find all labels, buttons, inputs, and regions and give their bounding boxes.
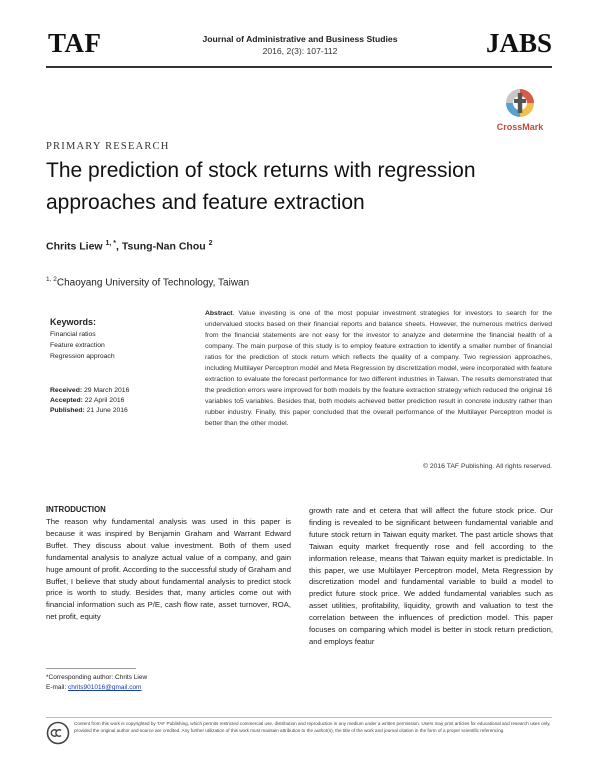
author-list: [46, 240, 213, 253]
affiliation-mark: 1, 2: [46, 276, 57, 283]
body-text-left-column: The reason why fundamental analysis was used in this paper is because it was inspired by Benjamin Graham and Warrant Edward Buffet. They discuss about value investment. Both of them used fundamental analysis to analyze actual value of a company, and gain huge amount of profit. According to the successful study of Graham and Buffet, I believe that study about fundamental analysis to predict stock price is worth to study. Besides that, many articles come out with financial information such as P/E, cash flow rate, asset turnover, ROA, net profit, equity: [46, 517, 291, 622]
keyword-item: Regression approach: [50, 353, 115, 360]
accepted-label: Accepted:: [50, 397, 83, 404]
publisher-logo: TAF: [48, 28, 102, 58]
section-heading: INTRODUCTION: [46, 505, 106, 514]
published-label: Published:: [50, 407, 85, 414]
corresponding-email: [46, 684, 141, 691]
received-date: [50, 387, 129, 394]
received-value: 29 March 2016: [84, 387, 130, 394]
section-label: PRIMARY RESEARCH: [46, 141, 170, 152]
journal-title: Journal of Administrative and Business Studies: [202, 34, 398, 44]
keywords-label: Keywords:: [50, 317, 97, 327]
author-separator: ,: [116, 240, 122, 253]
abstract: [205, 308, 552, 430]
footer-divider: [46, 717, 552, 718]
abstract-label: Abstract: [205, 310, 233, 317]
accepted-value: 22 April 2016: [84, 397, 125, 404]
license-text: Content from this work is copyrighted by TAF Publishing, which permits restricted commercial use, distribution and reproduction in any medium under a written permission. Users may print articles for educational and research uses only, provided the original author and source are credited. Any further utilization of this work must maintain attribution to the author(s), the title of the work and journal citation in the form of a proper scientific referencing.: [74, 721, 551, 733]
affiliation: [46, 276, 249, 288]
published-date: [50, 407, 128, 414]
affiliation-text: Chaoyang University of Technology, Taiwan: [56, 277, 250, 289]
accepted-date: [50, 397, 124, 404]
journal-issue: 2016, 2(3): 107-112: [262, 46, 338, 56]
email-label: E-mail:: [46, 684, 69, 691]
received-label: Received:: [50, 387, 83, 394]
keyword-item: Feature extraction: [50, 342, 105, 349]
abstract-text: . Value investing is one of the most popular investment strategies for investors to search for the undervalued stocks based on their financial reports and balance sheets. However, the numerous metrics derived from the financial statements are not easy for the investor to analyze and determine the financial health of a company. The main purpose of this study is to employ feature extraction to identify a smaller number of financial ratios for the prediction of stock return which reflects the quality of a company. Two regression approaches, including Multilayer Perceptron model and Meta Regression by discretization model, were incorporated with feature extraction to evaluate the forecast performance for two different industries in Taiwan. The results demonstrated that the prediction errors were improved for both models by the feature extraction strategy which reduced the original 16 variables to5 variables. Besides that, both models achieved better prediction result in concrete industry rather than rubber industry. Finally, this paper concluded that the overall performance of the Multilayer Perceptron model is better than the other model.: [205, 310, 552, 428]
keyword-item: Financial ratios: [50, 331, 96, 338]
author-affiliation-mark: 1, *: [105, 240, 117, 247]
body-text-right-column: growth rate and et cetera that will affect the future stock price. Our finding is revealed to be significant between fundamental variable and future stock return in Taiwan equity market. The past article shows that Taiwan equity market frequently rose and fell according to the information release, means that Taiwan equity market is predictable. In this paper, we use Multilayer Perceptron model, Meta Regression by discretization model and fundamental variable to build a model to predict future stock price. We added fundamental variables such as asset utilities, profitability, liquidity, growth and valuation to test the correlation between the influences of prediction model. This paper focuses on comparing which model is better in stock return prediction, and employs featur: [309, 506, 553, 646]
article-title: The prediction of stock returns with regression approaches and feature extraction: [46, 159, 476, 214]
author-affiliation-mark: 2: [208, 240, 213, 247]
copyright-notice: © 2016 TAF Publishing. All rights reserved.: [422, 463, 552, 470]
journal-logo: JABS: [485, 28, 552, 58]
email-link[interactable]: chrits901016@gmail.com: [68, 684, 142, 691]
published-value: 21 June 2016: [86, 407, 128, 414]
author-name: Chrits Liew: [46, 240, 103, 253]
crossmark-label[interactable]: CrossMark: [496, 122, 544, 132]
footnote-divider: [46, 668, 136, 669]
creative-commons-icon: [46, 721, 70, 745]
corresponding-author: *Corresponding author: Chrits Liew: [46, 674, 148, 681]
author-name: Tsung-Nan Chou: [121, 240, 206, 253]
header-divider: [46, 66, 552, 68]
